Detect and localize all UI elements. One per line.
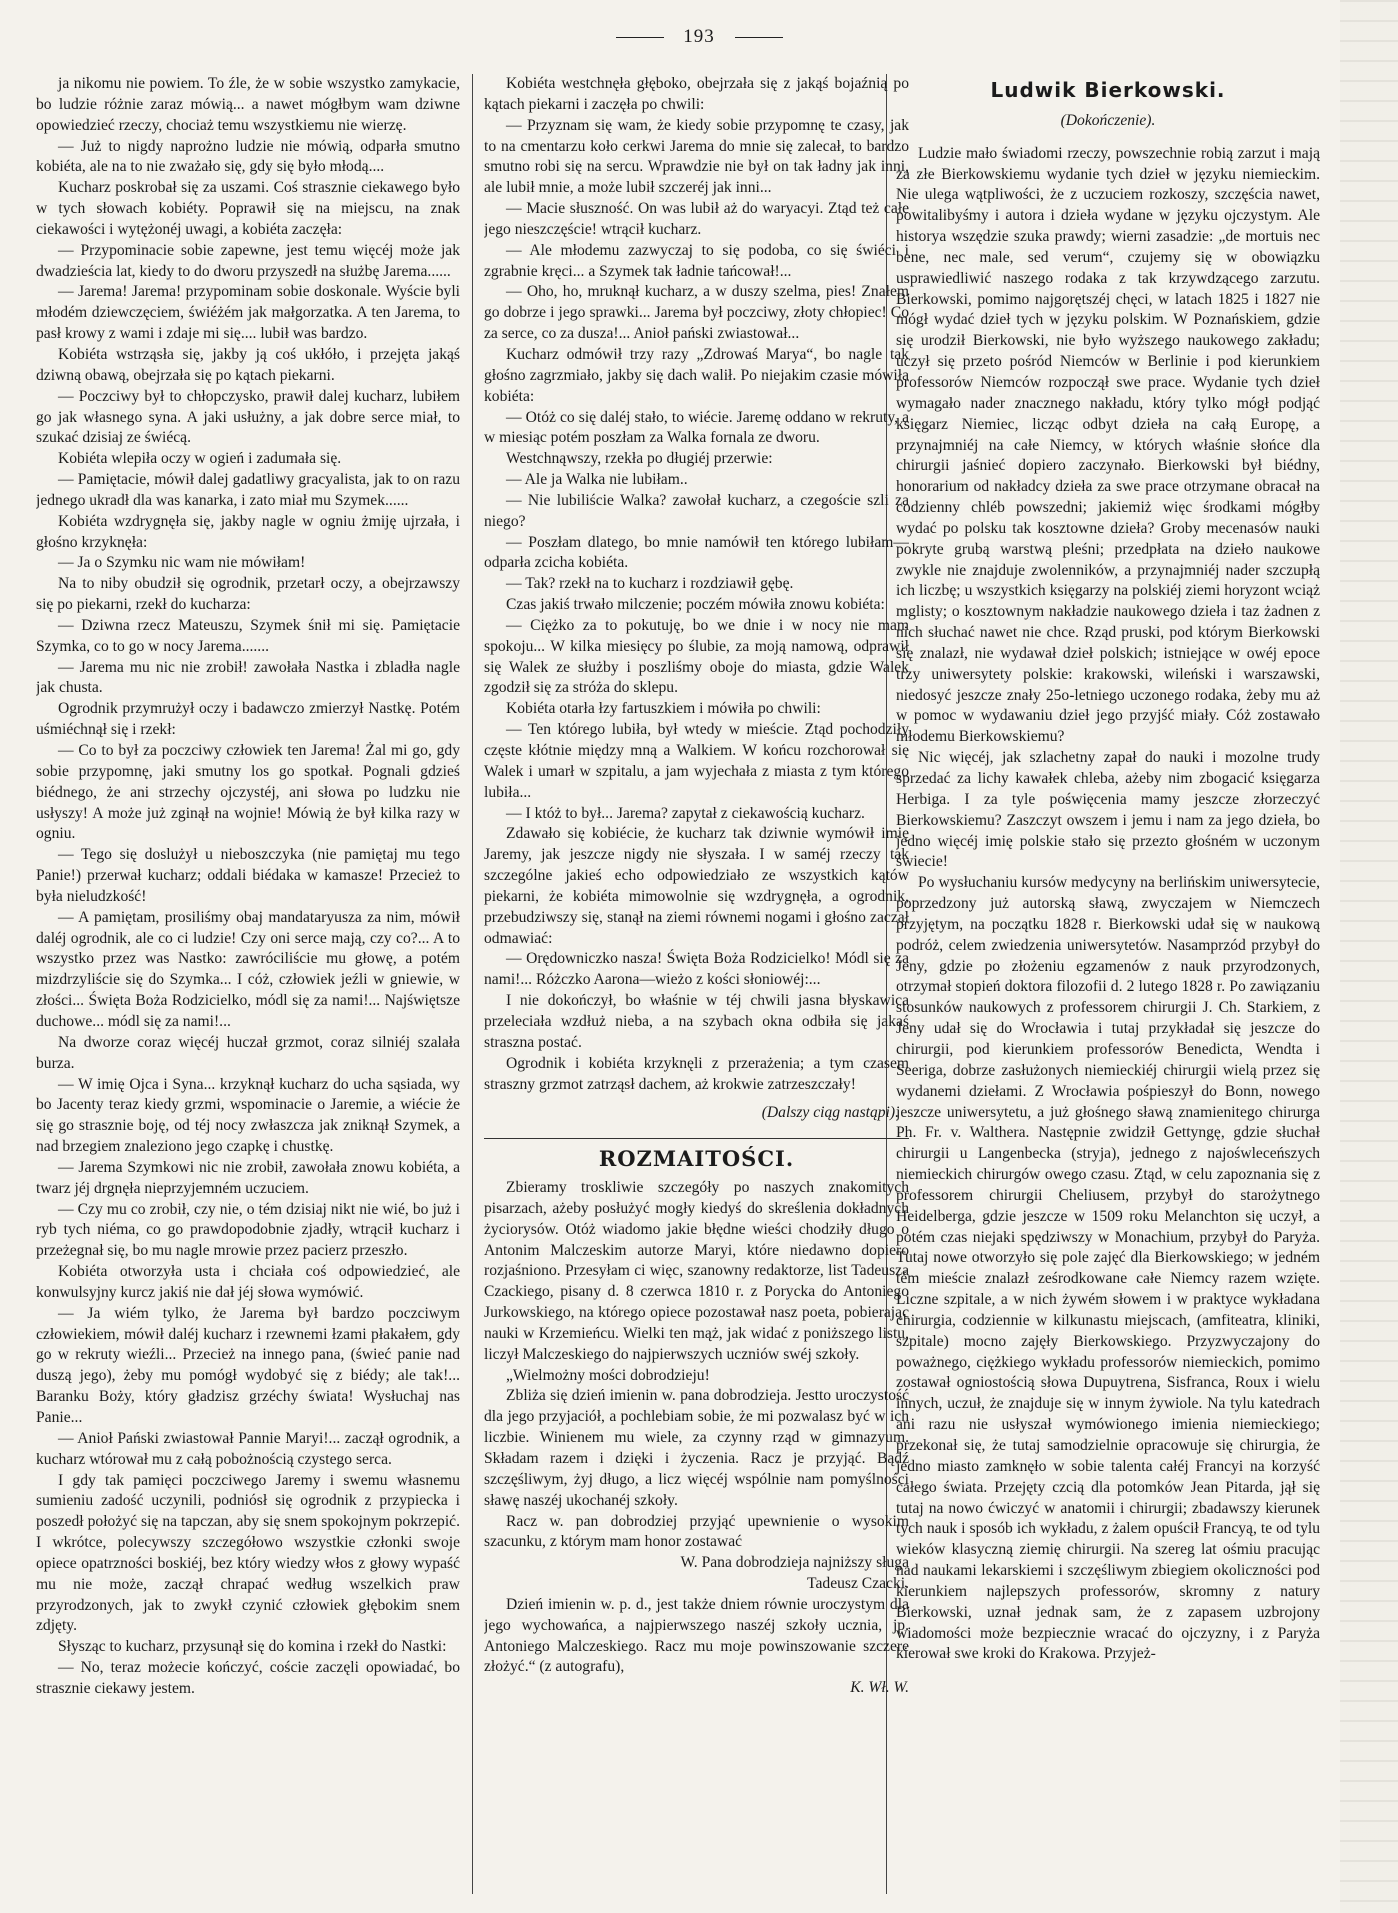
paragraph: — Dziwna rzecz Mateuszu, Szymek śnił mi się. Pamiętacie Szymka, co to go w nocy Jarema....... — [36, 616, 460, 655]
paragraph: ja nikomu nie powiem. To źle, że w sobie wszystko zamykacie, bo ludzie różnie zaraz mówią... a nawet mógłbym wam dziwne opowiedzieć rzeczy, chociaż temu wszystkiemu nie wierzę. — [36, 75, 460, 134]
paragraph: — Otóż co się daléj stało, to wiécie. Jaremę oddano w rekruty, a w miesiąc potém poszłam za Walka fornala ze dworu. — [484, 408, 909, 447]
paragraph: Kobiéta wlepiła oczy w ogień i zadumała się. — [58, 450, 342, 468]
paragraph: Zbieramy troskliwie szczegóły po naszych znakomitych pisarzach, ażeby posłużyć mogły kiedyś do skreślenia dokładnych życiorysów. Otóż wiadomo jakie błędne wieści chodziły długo o Antonim Malczeskim autorze Maryi, które niedawno dopiero rozjaśniono. Przesyłam ci więc, szanowny redaktorze, list Tadeusza Czackiego, pisany d. 8 czerwca 1810 r. z Porycka do Antoniego Jurkowskiego, na którego opiece pozostawał nasz poeta, pobierając nauki w Krzemieńcu. Wielki ten mąż, jak widać z poniższego listu, liczył Malczeskiego do najpierwszych uczniów swéj szkoły. — [484, 1179, 909, 1363]
paragraph: — Ale młodemu zazwyczaj to się podoba, co się świéci i zgrabnie kręci... a Szymek tak ładnie tańcował!... — [484, 241, 909, 280]
paragraph: — Macie słuszność. On was lubił aż do waryacyi. Ztąd też całe jego nieszczęście! wtrącił kucharz. — [484, 200, 909, 238]
paragraph: Ludzie mało świadomi rzeczy, powszechnie robią zarzut i mają za złe Bierkowskiemu wydanie tych dzieł w języku niemieckim. Nie ulega wątpliwości, że z uczuciem rozkoszy, szczęścia nawet, powitalibyśmy i autora i dzieła wydane w języku ojczystym. Ale historya wszędzie szuka prawdy; wierni zasadzie: „de mortuis nec bene, nec male, sed verum“, czujemy się w obowiązku usprawiedliwić naszego rodaka z tak krzywdzącego zarzutu. Bierkowski, pomimo najgorętszéj chęci, w latach 1825 i 1827 nie mógł wydać dzieł tych w języku polskim. W Poznańskiem, gdzie się urodził Bierkowski, nie było wyższego naukowego zakładu; uczył się przeto pośród Niemców w Berlinie i pod kierunkiem professorów Niemców rozpoczął swe prace. Wydanie tych dzieł wymagało nader znacznego nakładu, który tylko mógł podjąć księgarz Niemiec, licząc odbyt dzieła na całą Europę, a przynajmniéj na całe Niemcy, w których właśnie słońce dla chirurgii jaśnieć dopiero zaczynało. Bierkowski był biédny, honorarium od nakładcy dzieła za swe prace otrzymane obracał na codzienny chléb powszedni; jakiemiż więc środkami mógłby wydać po polsku tak kosztowne dzieła? Groby mecenasów nauki pokryte grubą warstwą pleśni; przedpłata na dzieło naukowe zwykle nie znajduje zwolenników, a przynajmniéj nader szczupłą ich liczbę; u wszystkich księgarzy na polskiéj ziemi horyzont wciąż mglisty; o kosztownym nakładzie naukowego dzieła i taz żadnen z nich słuchać nawet nie chce. Rząd pruski, pod którym Bierkowski się znalazł, nie wydawał dzieł polskich; istniejące w owéj epoce trzy uniwersytety polskie: krakowski, wileński i warszawski, niedosyć jeszcze znały 25o-letniego uczonego rodaka, żeby mu aż w pomoc w wydawaniu dzieł jego przyjść miały. Cóż zostawało młodemu Bierkowskiemu? — [896, 144, 1320, 746]
paragraph: — Poszłam dlatego, bo mnie namówił ten którego lubiłam—odparła zcicha kobiéta. — [484, 533, 909, 572]
paragraph: Kobiéta wstrząsła się, jakby ją coś ukłóło, i przejęta jakąś dziwną obawą, obejrzała się po kątach piekarni. — [36, 345, 460, 384]
section-divider — [484, 1138, 909, 1139]
paragraph: — Już to nigdy naprożno ludzie nie mówią, odparła smutno kobiéta, ale na to nie zważało się, gdy się było młodą.... — [36, 137, 460, 176]
paragraph: Kobiéta otarła łzy fartuszkiem i mówiła po chwili: — [506, 700, 821, 718]
paragraph: — Ja wiém tylko, że Jarema był bardzo poczciwym człowiekiem, mówił daléj kucharz i rzewnemi łzami płakałem, gdy go w rekruty wieźli... Przecież na innego pana, (świeć panie nad duszą jego), żeby mu pomógł wydobyć się z biédy; ale tak!... Baranku Boży, który gładzisz grzéchy świata! Wysłuchaj nas Panie... — [36, 1304, 460, 1426]
paragraph: — Jarema! Jarema! przypominam sobie doskonale. Wyście byli młodém dziewczęciem, świéżém jak małgorzatka. A ten Jarema, to pasł krowy z wami i zdaje mi się.... lubił was bardzo. — [36, 283, 460, 343]
paragraph: — Jarema mu nic nie zrobił! zawołała Nastka i zbladła nagle jak chusta. — [36, 658, 460, 697]
paragraph: — Czy mu co zrobił, czy nie, o tém dzisiaj nikt nie wié, bo już i ryb tych niéma, co go prawdopodobnie zjadły, wtrącił kucharz i przeżegnał się, bo mu nagle mrowie przez pacierz przeszło. — [36, 1200, 460, 1260]
paragraph: Ogrodnik przymrużył oczy i badawczo zmierzył Nastkę. Potém uśmiéchnął się i rzekł: — [36, 700, 460, 739]
paragraph: — W imię Ojca i Syna... krzyknął kucharz do ucha sąsiada, wy bo Jacenty teraz kiedy grzmi, wspominacie o Jaremie, a wiécie że się go strasznie boję, od téj nocy zwłaszcza jak zniknął Szymek, a nad brzegiem znaleziono jego czapkę i chustkę. — [36, 1075, 460, 1156]
paragraph: — A pamiętam, prosiliśmy obaj mandataryusza za nim, mówił daléj ogrodnik, ale co ci ludzie! Czy oni serce mają, czy co?... A to wszystko przez was Nastko: zawróciliście mu głowę, a potém mizdrzyliście się do Szymka... I cóż, człowiek jeźli w gniewie, w złości... Święta Boża Rodzicielko, módl się za nami!... Najświętsze duchowe... módl się za nami!... — [36, 908, 460, 1030]
paragraph: Ogrodnik i kobiéta krzyknęli z przerażenia; a tym czasem straszny grzmot zatrząsł dachem, aż krokwie zatrzeszczały! — [484, 1054, 909, 1093]
article-body — [896, 144, 1320, 1666]
paragraph: — Ale ja Walka nie lubiłam.. — [506, 471, 688, 489]
paragraph: Kobiéta westchnęła głęboko, obejrzała się z jakąś bojaźnią po kątach piekarni i zaczęła po chwili: — [484, 75, 909, 113]
paragraph: Dzień imienin w. p. d., jest także dniem równie uroczystym dla jego wychowańca, a najpierwszego naszéj szkoły ucznia, jp. Antoniego Malczeskiego. Racz mu moje powinszowanie szczere złożyć.“ (z autografu), — [484, 1595, 909, 1676]
paragraph: — Orędowniczko nasza! Święta Boża Rodzicielko! Módl się za nami!... Różczko Aarona—wieżo z kości słoniowéj:... — [484, 950, 909, 989]
page-number-rule-right — [735, 37, 783, 38]
page-number: 193 — [683, 26, 715, 47]
page-number-rule-left — [616, 37, 664, 38]
paragraph: Zbliża się dzień imienin w. pana dobrodzieja. Jestto uroczystość dla jego przyjaciół, a pochlebiam sobie, że mi pozwalasz być w ich liczbie. Winienem mu wiele, za czynny rząd w gimnazyum. Składam razem i dzięki i życzenia. Racz je przyjąć. Bądź szczęśliwym, żyj długo, a licz więcéj wspólnie nam pomyślności sławę naszéj ukochanéj szkoły. — [484, 1387, 909, 1509]
paragraph: Kobiéta otworzyła usta i chciała coś odpowiedzieć, ale konwulsyjny kurcz jakiś nie dał jéj słowa wymówić. — [36, 1263, 460, 1301]
paragraph: Słysząc to kucharz, przysunął się do komina i rzekł do Nastki: — [58, 1638, 447, 1656]
paragraph: Kobiéta wzdrygnęła się, jakby nagle w ogniu żmiję ujrzała, i głośno krzyknęła: — [36, 512, 460, 551]
paragraph: „Wielmożny mości dobrodzieju! — [506, 1366, 710, 1384]
paragraph: — Ten którego lubiła, był wtedy w mieście. Ztąd pochodziły częste kłótnie między mną a Walkiem. W końcu rozchorował się Walek i umarł w szpitalu, a jam wyjechała z miasta z tym którego lubiła... — [484, 721, 909, 801]
paragraph: — No, teraz możecie kończyć, coście zaczęli opowiadać, bo strasznie ciekawy jestem. — [36, 1659, 460, 1697]
paragraph: — Co to był za poczciwy człowiek ten Jarema! Żal mi go, gdy sobie przypomnę, jaki smutny los go spotkał. Pognali gdzieś biédnego, że ani strzechy ojczystéj, ani słowa po ludzku nie usłyszy! A może już zginął na wojnie! Mówią że był kilka razy w ogniu. — [36, 742, 460, 843]
miscellany-section — [484, 1178, 909, 1553]
column-divider — [472, 74, 473, 1894]
story-ending — [484, 74, 909, 1095]
paragraph: — Ciężko za to pokutuję, bo we dnie i w nocy nie mam spokoju... W kilka miesięcy po ślubie, za moją namową, odprawił się Walek ze służby i poszliśmy oboje do miasta, gdzie Walek zgodził się za stróża do sklepu. — [484, 616, 909, 697]
letter-signature-line: W. Pana dobrodzieja najniższy sługa — [680, 1554, 909, 1572]
paragraph: — I któż to był... Jarema? zapytał z ciekawością kucharz. — [506, 804, 865, 822]
page-number-row — [0, 26, 1398, 48]
paragraph: Racz w. pan dobrodziej przyjąć upewnienie o wysokim szacunku, z którym mam honor zostawać — [484, 1512, 909, 1551]
paragraph: — Jarema Szymkowi nic nie zrobił, zawołała znowu kobiéta, a twarz jéj drgnęła nieprzyjemném uczuciem. — [36, 1158, 460, 1197]
paragraph: Kucharz poskrobał się za uszami. Coś strasznie ciekawego było w tych słowach kobiéty. Poprawił się na miejscu, na znak ciekawości i wytężonéj uwagi, a kobiéta zaczęła: — [36, 179, 460, 238]
paragraph: Po wysłuchaniu kursów medycyny na berlińskim uniwersytecie, poprzedzony już autorską sławą, zwyczajem w Niemczech przyjętym, na początku 1828 r. Bierkowski udał się w naukową podróż, celem zwiedzenia uniwersytetów. Nasamprzód przybył do Jeny, gdzie po złożeniu egzamenów z nauk przyrodzonych, otrzymał stopień doktora filozofii d. 2 lutego 1828 r. Po zawiązaniu stosunków naukowych z professorem chirurgii J. Ch. Starkiem, z Jeny udał się do Wrocławia i tutaj przykładał się jeszcze do chirurgii, pod kierunkiem professorów Benedicta, Wendta i Seeriga, dobrze zasłużonych niemieckiéj chirurgii wielą przez się wydanemi dziełami. Z Wrocławia pośpieszył do Bonn, nowego jeszcze uniwersytetu, a już głośnego sławą znamienitego chirurga Ph. Fr. v. Walthera. Następnie zwidził Gettyngę, gdzie słuchał chirurgii u Langenbecka (stryja), jednego z najośwleceńszych niemieckich chirurgów owego czasu. Ztąd, w celu zapoznania się z professorem chirurgii Cheliusem, przybył do starożytnego Heidelberga, gdzie jeszcze w 1509 roku Melanchton się uczył, a potém czas niejaki spędziwszy w Monachium, przybył do Paryża. Tutaj nowe otworzyło się pole zajęć dla Bierkowskiego; w jedném tém mieście znalazł ześrodkowane całe Niemcy razem wzięte. Liczne szpitale, a w nich żywém słowem i w praktyce wykładana chirurgia, codziennie w kilkunastu miejscach, (amfiteatra, kliniki, szpitale) mocno zajęły Bierkowskiego. Przyzwyczajony do poważnego, ciężkiego wykładu professorów niemieckich, pomimo zostawał ogniostością słowa Dupuytrena, Sisfranca, Roux i wielu innych, uczuł, że znajduje się w innym żywiole. Na tylu katedrach ani razu nie usłyszał wymówionego imienia niemieckiego; przekonał się, że tutaj samodzielnie opracowuje się chirurgia, że jedno miasto zamknęło w sobie talenta całéj Francyi na korzyść całego świata. Przejęty czcią dla potomków Jean Pitarda, jął się tutaj na nowo ćwiczyć w anatomii i chirurgii; zbadawszy kierunek tych nauk i sposób ich wykładu, z żalem opuścił Francyą, te od tylu wieków klasyczną ziemię chirurgii. Na szereg lat ośmiu pracując nad naukami lekarskiemi i szczęśliwym zbiegiem okoliczności pod kierunkiem najlepszych professorów, skromny z natury Bierkowski, uznał jednak sam, że z zapasem uzbrojony wiadomości może bezpiecznie wracać do ojczyzny, i z Paryża kierował swe kroki do Krakowa. Przyjeż- — [896, 874, 1320, 1663]
column-middle — [484, 74, 909, 1894]
paragraph: Westchnąwszy, rzekła po długiéj przerwie: — [506, 450, 773, 468]
paragraph: — Oho, ho, mruknął kucharz, a w duszy szelma, pies! Znałem go dobrze i jego sprawki... Jarema był poczciwy, złoty chłopiec! Co za serce, co za dusza!... Anioł pański zwiastował... — [484, 283, 909, 343]
paragraph: Kucharz odmówił trzy razy „Zdrowaś Marya“, bo nagle tak głośno zagrzmiało, jakby się dach walił. Po niejakim czasie mówiła kobiéta: — [484, 345, 909, 405]
to-be-continued: (Dalszy ciąg nastąpi). — [761, 1104, 899, 1122]
paragraph: I gdy tak pamięci poczciwego Jaremy i swemu własnemu sumieniu zadość uczynili, podniósł się ogrodnik z przypiecka i poszedł położyć się na tapczan, aby się snem spokojnym pokrzepić. I wkrótce, polecywszy szczegółowo wszystkie członki swoje opiece opatrzności boskiéj, bez który wiedzy włos z głowy wypaść mu nie może, zaczął chrapać według wszelkich praw przyrodzonych, jak to zwykł czynić człowiek głębokim snem zdjęty. — [36, 1471, 460, 1635]
paragraph: — Anioł Pański zwiastował Pannie Maryi!... zaczął ogrodnik, a kucharz wtórował mu z całą pobożnością czystego serca. — [36, 1429, 460, 1468]
article-subtitle: (Dokończenie). — [1060, 111, 1156, 129]
paragraph: Na dworze coraz więcéj huczał grzmot, coraz silniéj szalała burza. — [36, 1033, 460, 1072]
paragraph: — Przypominacie sobie zapewne, jest temu więcéj może jak dwadzieścia lat, kiedy to do dworu przyszedł na służbę Jarema...... — [36, 241, 460, 280]
paragraph: — Pamiętacie, mówił dalej gadatliwy gracyalista, jak to on razu jednego ukradł dla was kanarka, i zato miał mu Szymek...... — [36, 471, 460, 509]
article-title: Ludwik Bierkowski. — [990, 78, 1226, 102]
letter-signature-name: Tadeusz Czacki. — [807, 1575, 909, 1593]
section-title: ROZMAITOŚCI. — [598, 1146, 795, 1172]
paragraph: I nie dokończył, bo właśnie w téj chwili jasna błyskawica przeleciała wzdłuż nieba, a na szybach okna odbiła się jakaś straszna postać. — [484, 992, 909, 1051]
paragraph: Na to niby obudził się ogrodnik, przetarł oczy, a obejrzawszy się po piekarni, rzekł do kucharza: — [36, 575, 460, 614]
paragraph: — Przyznam się wam, że kiedy sobie przypomnę te czasy, jak to na cmentarzu koło cerkwi Jarema do mnie się zalecał, to bardzo smutno robi się na sercu. Wprawdzie nie był on tak ładny jak inni, ale lubił mnie, a może lubił szczeréj jak inni... — [484, 116, 909, 197]
paragraph: Nic więcéj, jak szlachetny zapał do nauki i mozolne trudy sprzedać za lichy kawałek chleba, ażeby nim zbogacić księgarza Herbiga. I za tyle poświęcenia mamy jeszcze złorzeczyć Bierkowskiemu? Zaszczyt owszem i jemu i nam za jego dzieła, bo jedno więcéj imię polskie stało się przezto głośném w uczonym świecie! — [896, 749, 1320, 871]
paragraph: — Tak? rzekł na to kucharz i rozdziawił gębę. — [506, 575, 794, 593]
paragraph: — Poczciwy był to chłopczysko, prawił dalej kucharz, lubiłem go jak własnego syna. A jaki usłużny, a jak dobre serce miał, to szukać dzisiaj ze świécą. — [36, 387, 460, 447]
column-right — [896, 78, 1320, 1898]
story-continuation — [36, 74, 460, 1700]
paragraph: Czas jakiś trwało milczenie; poczém mówiła znowu kobiéta: — [506, 596, 885, 614]
paragraph: — Ja o Szymku nic wam nie mówiłam! — [58, 554, 306, 572]
adjacent-page-edge — [1340, 0, 1398, 1913]
author-initials: K. Wł. W. — [850, 1679, 909, 1697]
paragraph: — Nie lubiliście Walka? zawołał kucharz, a czegoście szli za niego? — [484, 491, 909, 530]
paragraph: — Tego się doslużył u nieboszczyka (nie pamiętaj mu tego Panie!) przerwał kucharz; oddali biédaka w kamasze! Przecież to była nieludzkość! — [36, 846, 460, 905]
column-left — [36, 74, 460, 1894]
paragraph: Zdawało się kobiécie, że kucharz tak dziwnie wymówił imię Jaremy, jak jeszcze nigdy nie słyszała. I w saméj rzeczy tak szczególne jakieś echo odpowiedziało ze wszystkich kątów piekarni, że kobiéta mimowolnie się wzdrygnęła, a ogrodnik, przebudziwszy się, stanął na ziemi równemi nogami i głośno zaczął odmawiać: — [484, 825, 909, 947]
